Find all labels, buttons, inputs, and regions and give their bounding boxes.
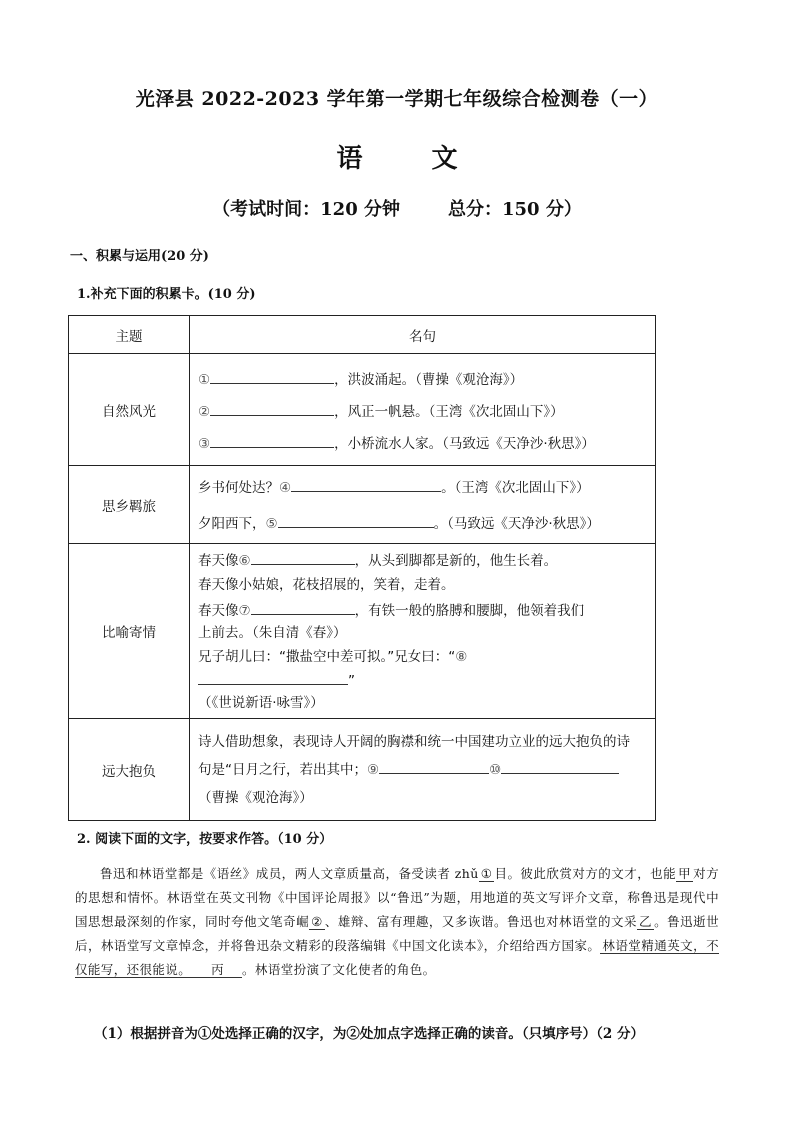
blank-number: ⑤ <box>265 515 278 532</box>
table-row <box>69 544 656 719</box>
line-text: ，从头到脚都是新的，他生长着。 <box>354 553 558 569</box>
answer-blank[interactable] <box>251 548 355 565</box>
blank-number: ⑥ <box>238 553 251 569</box>
line-text: 春天像 <box>198 603 239 619</box>
line-text: （曹操《观沧海》） <box>198 789 313 806</box>
answer-blank[interactable] <box>278 511 434 528</box>
blank-marker: 丙 <box>193 962 242 978</box>
lines-cell <box>190 544 656 719</box>
lines-cell <box>190 466 656 544</box>
line-text: 句是“日月之行，若出其中； <box>198 761 367 778</box>
blank-marker: ② <box>311 914 323 929</box>
blank-number: ① <box>198 371 211 388</box>
subject-title: 语 文 <box>336 144 488 174</box>
line-text: 乡书何处达？ <box>198 479 279 496</box>
answer-blank[interactable] <box>251 598 355 615</box>
line-text: 春天像小姑娘，花枝招展的，笑着，走着。 <box>198 577 455 593</box>
line-text: 上前去。（朱自清《春》） <box>198 625 347 641</box>
answer-blank[interactable] <box>210 431 334 448</box>
answer-blank[interactable] <box>210 367 334 384</box>
table-row <box>69 354 656 466</box>
section-heading: 一、积累与运用(20 分) <box>70 249 209 264</box>
passage-text: 对方的思想和情怀。林语堂在英文刊物《中国评论周报》以“鲁迅”为题，用地道的英文写评介文章，称鲁迅是现代中国思想最深刻的作家，同时夸他文笔奇崛 <box>75 866 720 929</box>
line-text: ，洪波涌起。（曹操《观沧海》） <box>334 371 524 388</box>
blank-number: ⑩ <box>489 761 502 778</box>
passage-text: 鲁迅和林语堂都是《语丝》成员，两人文章质量高，备受读者 zhǔ <box>100 866 479 881</box>
line-text: 兄子胡儿曰：“撒盐空中差可拟。”兄女曰：“ <box>198 649 456 665</box>
passage-text: 。鲁迅逝世后，林语堂写文章悼念，并将鲁迅杂文精彩的段落编辑《中国文化读本》，介绍给西方国家。 <box>75 914 719 953</box>
underlined-sentence: 林语堂精通英文，不仅能写，还很能说。 <box>75 938 719 977</box>
blank-marker: 乙 <box>639 914 653 929</box>
line-text: ，风正一帆悬。（王湾《次北固山下》） <box>334 403 564 420</box>
table-row <box>69 719 656 821</box>
line-text: （《世说新语·咏雪》） <box>198 695 324 711</box>
table-row <box>69 466 656 544</box>
blank-number: ⑦ <box>238 603 251 619</box>
lines-cell <box>190 719 656 821</box>
blank-number: ③ <box>198 435 211 452</box>
question-2-heading: 2. 阅读下面的文字，按要求作答。（10 分） <box>77 832 333 847</box>
blank-marker: 甲 <box>678 866 692 881</box>
answer-blank[interactable] <box>501 757 619 774</box>
answer-blank[interactable] <box>198 668 348 685</box>
theme-cell: 比喻寄情 <box>69 544 190 719</box>
passage-text: 。林语堂扮演了文化使者的角色。 <box>242 962 436 977</box>
reading-passage <box>75 862 719 982</box>
blank-number: ⑧ <box>455 649 468 665</box>
exam-info <box>0 195 794 221</box>
line-text: 诗人借助想象，表现诗人开阔的胸襟和统一中国建功立业的远大抱负的诗 <box>198 733 630 750</box>
theme-cell: 远大抱负 <box>69 719 190 821</box>
line-text: 。（马致远《天净沙·秋思》） <box>433 515 600 532</box>
theme-cell: 思乡羁旅 <box>69 466 190 544</box>
header-theme: 主题 <box>69 316 190 354</box>
accumulation-card-table <box>68 315 656 821</box>
line-text: 。（王湾《次北固山下》） <box>441 479 590 496</box>
line-text: 夕阳西下， <box>198 515 266 532</box>
exam-title: 光泽县 2022-2023 学年第一学期七年级综合检测卷（一） <box>135 88 659 110</box>
exam-score: 总分：150 分） <box>448 199 582 220</box>
passage-text: 目。彼此欣赏对方的文才，也能 <box>494 866 677 881</box>
blank-marker: ① <box>480 866 493 881</box>
line-text: ，有铁一般的胳膊和腰脚，他领着我们 <box>354 603 585 619</box>
answer-blank[interactable] <box>210 399 334 416</box>
blank-number: ② <box>198 403 211 420</box>
header-lines: 名句 <box>190 316 656 354</box>
passage-text: 、雄辩、富有理趣，又多诙谐。鲁迅也对林语堂的文采 <box>324 914 638 929</box>
answer-blank[interactable] <box>379 757 489 774</box>
sub-question-1: （1）根据拼音为①处选择正确的汉字，为②处加点字选择正确的读音。（只填序号）（2 分） <box>94 1026 644 1042</box>
question-1-heading: 1.补充下面的积累卡。(10 分) <box>77 287 256 302</box>
answer-blank[interactable] <box>291 475 441 492</box>
theme-cell: 自然风光 <box>69 354 190 466</box>
exam-time: （考试时间：120 分钟 <box>212 199 400 220</box>
blank-number: ⑨ <box>367 761 380 778</box>
table-header-row <box>69 316 656 354</box>
line-text: ” <box>348 673 355 689</box>
line-text: 春天像 <box>198 553 239 569</box>
blank-number: ④ <box>279 479 292 496</box>
line-text: ，小桥流水人家。（马致远《天净沙·秋思》） <box>334 435 595 452</box>
lines-cell <box>190 354 656 466</box>
